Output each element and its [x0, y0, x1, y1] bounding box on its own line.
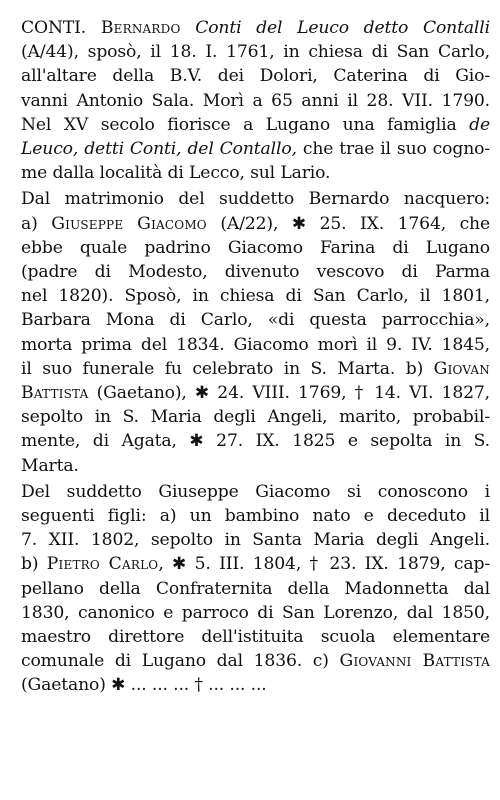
paragraph-figli-giuseppe-giacomo — [21, 480, 490, 698]
text-run: seguenti figli: a) un bambino nato e deceduto il — [21, 506, 490, 527]
text-line — [21, 308, 490, 332]
text-line — [21, 89, 490, 113]
text-run: nel 1820). Sposò, in chiesa di San Carlo, il 1801, — [21, 286, 490, 307]
text-line — [21, 625, 490, 649]
name-smallcaps: Bernardo — [100, 18, 181, 38]
text-line — [21, 333, 490, 357]
italic-text: de — [469, 114, 490, 135]
text-run: me dalla località di Lecco, sul Lario. — [21, 163, 331, 184]
text-run: Marta. — [21, 455, 79, 476]
name-smallcaps: Giovan — [433, 358, 490, 379]
text-run: (A/22), ✱ 25. IX. 1764, che — [206, 213, 491, 234]
text-line — [21, 64, 490, 88]
document-body — [21, 16, 490, 698]
text-run: , ✱ 5. III. 1804, † 23. IX. 1879, cap- — [158, 554, 490, 575]
text-run: mente, di Agata, ✱ 27. IX. 1825 e sepolta in S. — [21, 431, 490, 452]
text-run — [181, 18, 196, 38]
text-run: Barbara Mona di Carlo, «di questa parrocchia», — [21, 310, 490, 331]
text-line — [21, 40, 490, 64]
text-line — [21, 187, 490, 211]
text-run: ebbe quale padrino Giacomo Farina di Lugano — [21, 237, 490, 258]
text-line — [21, 649, 490, 673]
text-line — [21, 284, 490, 308]
text-run: (Gaetano), ✱ 24. VIII. 1769, † 14. VI. 1827, — [88, 383, 490, 404]
text-line — [21, 480, 490, 504]
text-run: (padre di Modesto, divenuto vescovo di Parma — [21, 262, 490, 283]
text-line — [21, 528, 490, 552]
text-run: il suo funerale fu celebrato in S. Marta. b) — [21, 358, 434, 379]
text-run: CONTI. — [21, 18, 101, 38]
text-run: Dal matrimonio del suddetto Bernardo nacquero: — [21, 189, 490, 210]
text-run: Nel XV secolo fiorisce a Lugano una famiglia — [21, 114, 470, 135]
text-line — [21, 673, 490, 697]
text-line — [21, 454, 490, 478]
text-run: 1830, canonico e parroco di San Lorenzo, dal 1850, — [21, 602, 490, 623]
text-line — [21, 137, 490, 161]
text-line — [21, 357, 490, 381]
text-line — [21, 405, 490, 429]
text-run: pellano della Confraternita della Madonnetta dal — [21, 578, 490, 599]
name-smallcaps: Battista — [21, 383, 89, 404]
text-run: 7. XII. 1802, sepolto in Santa Maria degli Angeli. — [21, 530, 490, 551]
name-smallcaps: Giuseppe Giacomo — [51, 213, 207, 234]
text-line — [21, 552, 490, 576]
text-run: vanni Antonio Sala. Morì a 65 anni il 28. VII. 1790. — [21, 90, 490, 111]
text-line — [21, 601, 490, 625]
text-line — [21, 16, 490, 40]
italic-text: Leuco, detti Conti, del Contallo, — [21, 139, 297, 160]
text-line — [21, 236, 490, 260]
text-run: a) — [21, 213, 52, 234]
text-run: b) — [21, 554, 47, 575]
text-run: all'altare della B.V. dei Dolori, Caterina di Gio- — [21, 66, 490, 87]
text-line — [21, 260, 490, 284]
text-line — [21, 161, 490, 185]
text-run: (Gaetano) ✱ ... ... ... † ... ... ... — [21, 675, 267, 696]
text-run: comunale di Lugano dal 1836. c) — [21, 651, 340, 672]
text-run: (A/44), sposò, il 18. I. 1761, in chiesa di San Carlo, — [21, 42, 490, 63]
text-run: Del suddetto Giuseppe Giacomo si conoscono i — [21, 481, 490, 502]
text-line — [21, 212, 490, 236]
italic-text: Conti del Leuco detto Contalli — [195, 18, 490, 38]
text-line — [21, 429, 490, 453]
name-smallcaps: Giovanni Battista — [339, 651, 490, 672]
text-line — [21, 577, 490, 601]
text-run: maestro direttore dell'istituita scuola elementare — [21, 627, 490, 648]
text-run: sepolto in S. Maria degli Angeli, marito, probabil- — [21, 407, 490, 428]
text-line — [21, 504, 490, 528]
text-run: morta prima del 1834. Giacomo morì il 9. IV. 1845, — [21, 334, 490, 355]
paragraph-figli-bernardo — [21, 187, 490, 477]
text-run: che trae il suo cogno- — [296, 139, 490, 160]
paragraph-entry-conti — [21, 16, 490, 185]
name-smallcaps: Pietro Carlo — [46, 554, 159, 575]
text-line — [21, 113, 490, 137]
text-line — [21, 381, 490, 405]
